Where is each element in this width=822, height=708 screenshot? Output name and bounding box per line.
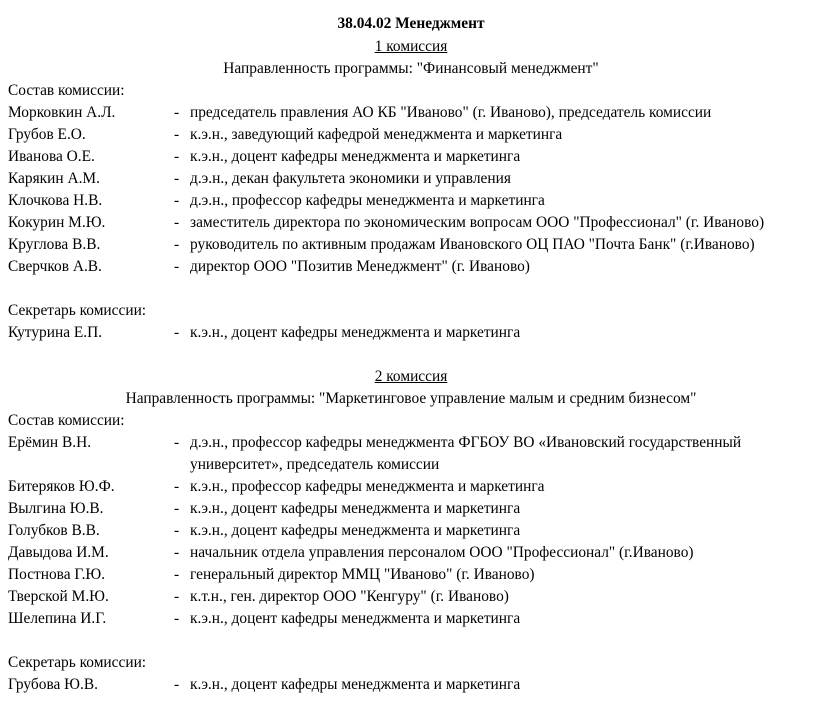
dash-separator: - <box>174 214 180 231</box>
member-description: заместитель директора по экономическим вопросам ООО "Профессионал" (г. Иваново) <box>190 214 765 231</box>
member-row <box>0 542 822 564</box>
dash-separator: - <box>174 588 180 605</box>
member-row <box>0 256 822 278</box>
chair-description-line-2: университет», председатель комиссии <box>190 456 440 473</box>
member-name: Иванова О.Е. <box>8 148 95 165</box>
member-row <box>0 586 822 608</box>
member-row <box>0 564 822 586</box>
member-description: директор ООО "Позитив Менеджмент" (г. Иваново) <box>190 258 530 275</box>
chair-row <box>0 432 822 454</box>
member-row <box>0 124 822 146</box>
member-row <box>0 608 822 630</box>
member-description: к.э.н., доцент кафедры менеджмента и маркетинга <box>190 148 521 165</box>
commission-2-heading: 2 комиссия <box>374 368 448 385</box>
dash-separator: - <box>174 478 180 495</box>
member-row <box>0 234 822 256</box>
member-name: Давыдова И.М. <box>8 544 109 561</box>
member-row <box>0 476 822 498</box>
member-row <box>0 520 822 542</box>
member-name: Клочкова Н.В. <box>8 192 103 209</box>
member-name: Постнова Г.Ю. <box>8 566 106 583</box>
member-row <box>0 102 822 124</box>
member-name: Грубов Е.О. <box>8 126 86 143</box>
member-row <box>0 212 822 234</box>
dash-separator: - <box>174 104 180 121</box>
secretary-description: к.э.н., доцент кафедры менеджмента и маркетинга <box>190 324 521 341</box>
dash-separator: - <box>174 522 180 539</box>
dash-separator: - <box>174 544 180 561</box>
member-name: Морковкин А.Л. <box>8 104 116 121</box>
commission-1-direction: Направленность программы: "Финансовый менеджмент" <box>223 60 599 77</box>
member-description: д.э.н., декан факультета экономики и управления <box>190 170 511 187</box>
member-description: генеральный директор ММЦ "Иваново" (г. Иваново) <box>190 566 535 583</box>
member-row <box>0 168 822 190</box>
dash-separator: - <box>174 148 180 165</box>
document-title: 38.04.02 Менеджмент <box>337 15 485 32</box>
member-description: начальник отдела управления персоналом ООО "Профессионал" (г.Иваново) <box>190 544 694 561</box>
member-description: к.т.н., ген. директор ООО "Кенгуру" (г. Иваново) <box>190 588 509 605</box>
member-row <box>0 190 822 212</box>
dash-separator: - <box>174 192 180 209</box>
member-description: председатель правления АО КБ "Иваново" (г. Иваново), председатель комиссии <box>190 104 712 121</box>
commission-1-members-label: Состав комиссии: <box>8 82 125 99</box>
secretary-name: Грубова Ю.В. <box>8 676 98 693</box>
dash-separator: - <box>174 434 180 451</box>
member-description: к.э.н., доцент кафедры менеджмента и маркетинга <box>190 610 521 627</box>
member-name: Круглова В.В. <box>8 236 101 253</box>
chair-description-line-1: д.э.н., профессор кафедры менеджмента ФГБОУ ВО «Ивановский государственный <box>190 434 742 451</box>
commission-2-direction: Направленность программы: "Маркетинговое управление малым и средним бизнесом" <box>125 390 697 407</box>
member-name: Кокурин М.Ю. <box>8 214 106 231</box>
member-description: д.э.н., профессор кафедры менеджмента и маркетинга <box>190 192 545 209</box>
dash-separator: - <box>174 170 180 187</box>
dash-separator: - <box>174 126 180 143</box>
member-description: к.э.н., доцент кафедры менеджмента и маркетинга <box>190 500 521 517</box>
member-name: Карякин А.М. <box>8 170 100 187</box>
member-description: руководитель по активным продажам Ивановского ОЦ ПАО "Почта Банк" (г.Иваново) <box>190 236 755 253</box>
dash-separator: - <box>174 676 180 693</box>
member-row <box>0 146 822 168</box>
commission-1-secretary-label: Секретарь комиссии: <box>8 302 147 319</box>
member-name: Битеряков Ю.Ф. <box>8 478 115 495</box>
commission-1-heading: 1 комиссия <box>374 38 448 55</box>
member-name: Тверской М.Ю. <box>8 588 109 605</box>
dash-separator: - <box>174 324 180 341</box>
member-name: Сверчков А.В. <box>8 258 102 275</box>
member-name: Шелепина И.Г. <box>8 610 107 627</box>
member-name: Голубков В.В. <box>8 522 100 539</box>
member-description: к.э.н., профессор кафедры менеджмента и маркетинга <box>190 478 545 495</box>
member-name: Вылгина Ю.В. <box>8 500 104 517</box>
secretary-name: Кутурина Е.П. <box>8 324 103 341</box>
secretary-row <box>0 674 822 696</box>
dash-separator: - <box>174 610 180 627</box>
chair-name: Ерёмин В.Н. <box>8 434 92 451</box>
secretary-description: к.э.н., доцент кафедры менеджмента и маркетинга <box>190 676 521 693</box>
dash-separator: - <box>174 566 180 583</box>
commission-2-secretary-label: Секретарь комиссии: <box>8 654 147 671</box>
member-description: к.э.н., заведующий кафедрой менеджмента и маркетинга <box>190 126 563 143</box>
dash-separator: - <box>174 258 180 275</box>
member-row <box>0 498 822 520</box>
member-description: к.э.н., доцент кафедры менеджмента и маркетинга <box>190 522 521 539</box>
dash-separator: - <box>174 500 180 517</box>
dash-separator: - <box>174 236 180 253</box>
commission-2-members-label: Состав комиссии: <box>8 412 125 429</box>
secretary-row <box>0 322 822 344</box>
